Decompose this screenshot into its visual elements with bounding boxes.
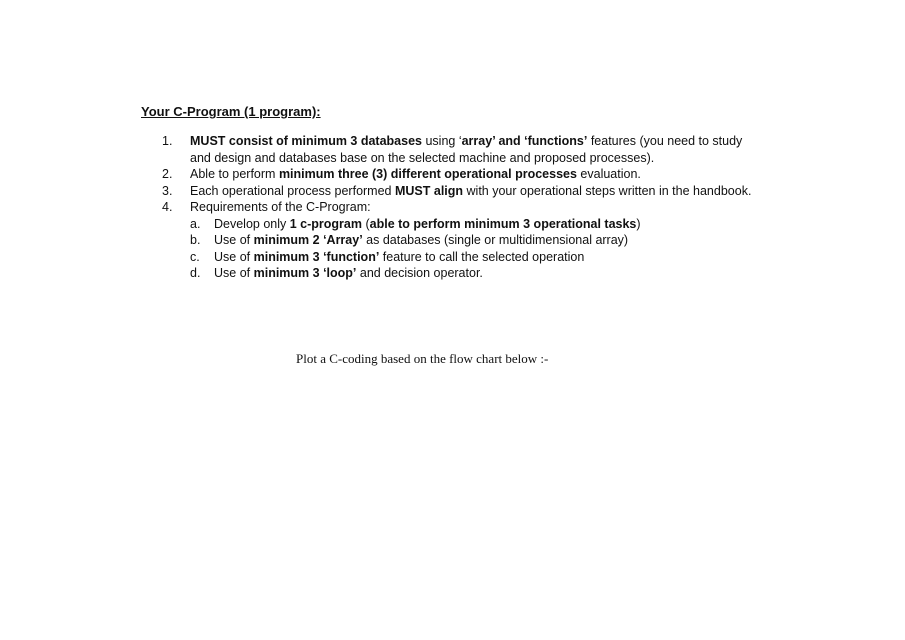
text: Requirements of the C-Program: [190,200,371,214]
section-heading: Your C-Program (1 program): [141,104,321,119]
text: Develop only [214,216,290,231]
item-number: 3. [162,183,173,198]
bold-text: minimum 3 ‘function’ [253,249,380,264]
bold-text: MUST align [394,183,464,198]
sub-item-b [190,232,762,249]
sub-item-letter: d. [190,266,201,280]
text: Use of [214,233,254,247]
text: using ‘ [422,134,462,148]
bold-text: minimum 2 ‘Array’ [253,233,363,247]
requirements-list [162,133,762,282]
sub-item-letter: b. [190,233,201,247]
sub-item-letter: c. [190,249,200,264]
text: Use of [214,266,254,280]
sub-item-c [190,249,762,266]
list-item-3 [162,183,762,200]
bold-text: minimum 3 ‘loop’ [253,266,357,280]
text: ) [636,216,641,231]
bold-text: minimum three (3) different operational processes [278,167,577,181]
sub-item-letter: a. [190,216,201,231]
item-number: 1. [162,134,173,148]
list-item-4 [162,199,762,282]
text: ( [362,216,370,231]
text: and decision operator. [356,266,483,280]
bold-text: 1 c-program [289,216,362,231]
text: feature to call the selected operation [379,249,585,264]
sub-item-d [190,265,762,282]
text: Use of [214,249,254,264]
bold-text: array’ and ‘functions’ [461,134,588,148]
text: Each operational process performed [190,183,395,198]
flowchart-caption: Plot a C-coding based on the flow chart below :- [296,351,549,366]
text: with your operational steps written in the handbook. [463,183,752,198]
item-number: 4. [162,200,173,214]
bold-text: MUST consist of minimum 3 databases [190,134,422,148]
text: as databases (single or multidimensional array) [362,233,629,247]
text: features (you need to study and design and databases base on the selected machine and proposed processes). [190,134,743,165]
bold-text: able to perform minimum 3 operational tasks [369,216,637,231]
list-item-2 [162,166,762,183]
list-item-1 [162,133,762,166]
item-number: 2. [162,167,173,181]
sub-item-a [190,216,762,233]
text: Able to perform [190,167,279,181]
text: evaluation. [576,167,641,181]
